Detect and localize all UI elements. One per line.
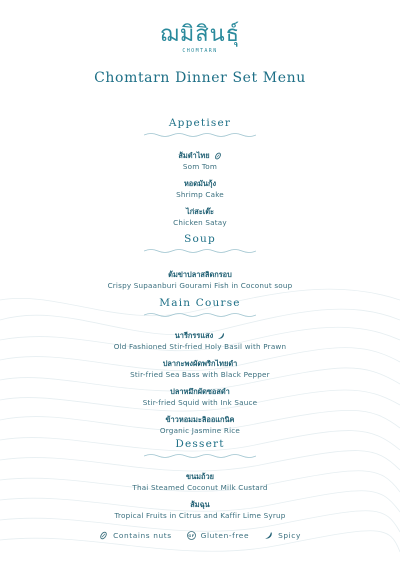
menu-title: Chomtarn Dinner Set Menu (94, 70, 306, 86)
menu-item (0, 407, 400, 436)
logo (0, 22, 400, 54)
gluten-free-icon (187, 531, 196, 540)
item-thai-name: ส้มตำไทย (178, 151, 210, 160)
item-thai-name: หอดมันกุ้ง (183, 179, 217, 188)
item-thai-name: ขนมถ้วย (186, 472, 214, 481)
item-english-name: Stir-fried Sea Bass with Black Pepper (130, 370, 270, 379)
item-thai-name: ไก่สะเต๊ะ (186, 207, 214, 216)
wave-divider (144, 311, 256, 318)
item-english-name: Stir-fried Squid with Ink Sauce (142, 398, 258, 407)
chili-icon (264, 531, 273, 540)
chili-icon (217, 332, 225, 340)
menu-item (0, 171, 400, 200)
section-title-appetiser: Appetiser (168, 117, 232, 129)
item-thai-name: ปลาหมึกผัดซอสดำ (170, 387, 230, 396)
logo-subtext: CHOMTARN (182, 48, 218, 54)
section-soup-header (0, 233, 400, 254)
menu-item (0, 492, 400, 521)
legend-gluten-label: Gluten-free (200, 531, 250, 540)
legend-gluten-free (187, 531, 249, 540)
item-thai-name: นารีกรรแสง (174, 331, 214, 340)
wave-divider (144, 247, 256, 254)
item-english-name: Shrimp Cake (176, 190, 224, 199)
legend-contains-nuts (99, 531, 172, 540)
wave-divider (144, 131, 256, 138)
item-thai-name: ข้าวหอมมะลิออแกนิค (165, 415, 235, 424)
nut-icon (214, 152, 222, 160)
legend-spicy-label: Spicy (278, 531, 301, 540)
section-appetiser-header (0, 117, 400, 138)
item-thai-name: ปลากะพงผัดพริกไทยดำ (162, 359, 238, 368)
item-english-name: Crispy Supaanburi Gourami Fish in Coconut soup (107, 281, 293, 290)
menu-item (0, 323, 400, 352)
item-english-name: Thai Steamed Coconut Milk Custard (132, 483, 268, 492)
section-title-soup: Soup (184, 233, 216, 245)
nut-icon (99, 531, 108, 540)
menu-item (0, 351, 400, 380)
item-english-name: Tropical Fruits in Citrus and Kaffir Lime Syrup (114, 511, 286, 520)
section-title-main-course: Main Course (159, 297, 241, 309)
legend-nuts-label: Contains nuts (113, 531, 172, 540)
item-english-name: Organic Jasmine Rice (159, 426, 241, 435)
wave-divider (144, 452, 256, 459)
menu-item (0, 379, 400, 408)
item-english-name: Chicken Satay (173, 218, 227, 227)
logo-thai-text: ฌมิสินธุ์ (159, 22, 241, 47)
menu-item (0, 143, 400, 172)
section-main-course-header (0, 297, 400, 318)
item-english-name: Som Tom (182, 162, 218, 171)
menu-item (0, 464, 400, 493)
dietary-legend (0, 531, 400, 542)
legend-spicy (264, 531, 301, 540)
item-thai-name: ต้มข่าปลาสลิดกรอบ (168, 270, 232, 279)
section-dessert-header (0, 438, 400, 459)
menu-item (0, 199, 400, 228)
menu-item (0, 262, 400, 291)
item-english-name: Old Fashioned Stir-fried Holy Basil with Prawn (113, 342, 287, 351)
gluten-free-badge-text: GF (187, 533, 195, 538)
item-thai-name: ส้มฉุน (190, 500, 210, 509)
section-title-dessert: Dessert (175, 438, 225, 450)
